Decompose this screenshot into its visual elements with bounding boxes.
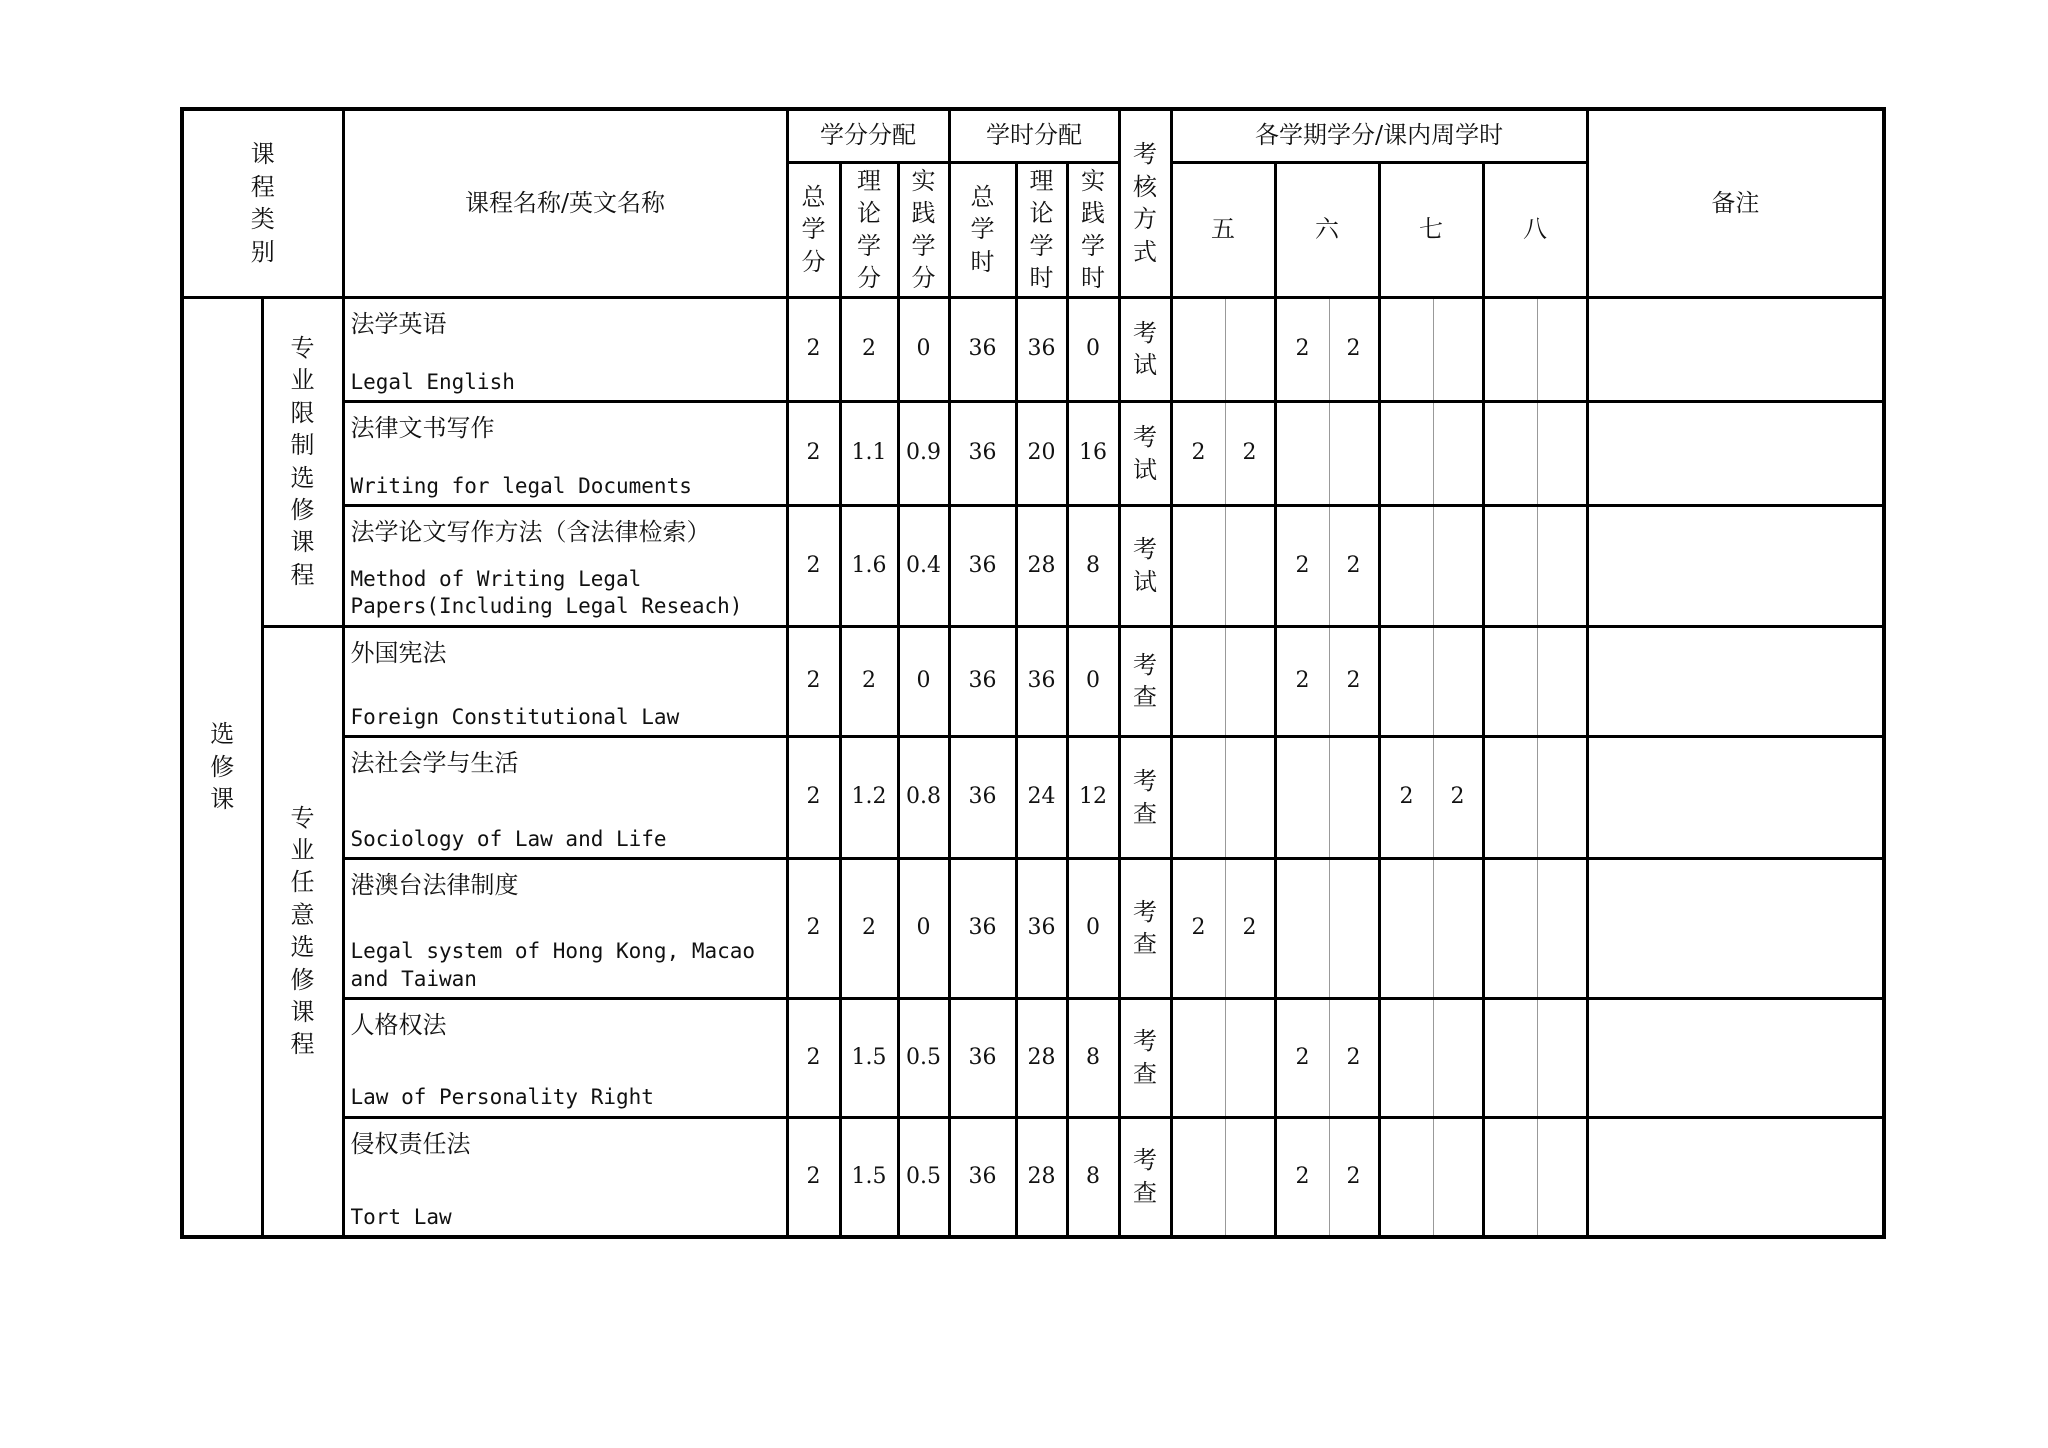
- sem8-hours: [1537, 626, 1587, 737]
- credit-practice: 0: [898, 859, 949, 999]
- hour-practice: 8: [1067, 505, 1119, 626]
- sem5-credit: 2: [1171, 402, 1225, 506]
- credit-total: 2: [787, 297, 840, 402]
- sem5-hours: 2: [1225, 859, 1275, 999]
- credit-theory: 1.5: [840, 1117, 898, 1237]
- course-name-en: Foreign Constitutional Law: [350, 705, 680, 730]
- hour-theory: 20: [1016, 402, 1067, 506]
- credit-theory: 2: [840, 859, 898, 999]
- remarks-cell: [1587, 402, 1884, 506]
- sem8-credit: [1483, 737, 1537, 859]
- category-main: 选修课: [182, 297, 262, 1237]
- remarks-cell: [1587, 998, 1884, 1117]
- course-name-cn: 法学论文写作方法（含法律检索）: [350, 517, 711, 546]
- header-exam-method: 考核方式: [1119, 109, 1171, 297]
- sem7-hours: 2: [1433, 737, 1483, 859]
- course-name-en: Law of Personality Right: [350, 1085, 654, 1110]
- sem7-credit: [1379, 505, 1433, 626]
- course-name: [343, 998, 787, 1117]
- remarks-cell: [1587, 626, 1884, 737]
- sem5-credit: [1171, 626, 1225, 737]
- credit-theory: 1.1: [840, 402, 898, 506]
- sem8-hours: [1537, 297, 1587, 402]
- hour-total: 36: [949, 402, 1016, 506]
- credit-theory: 1.6: [840, 505, 898, 626]
- sem5-credit: [1171, 1117, 1225, 1237]
- table-row: [182, 505, 1884, 626]
- sem5-credit: [1171, 737, 1225, 859]
- credit-total: 2: [787, 402, 840, 506]
- sem8-hours: [1537, 737, 1587, 859]
- sem5-credit: 2: [1171, 859, 1225, 999]
- sem8-hours: [1537, 859, 1587, 999]
- exam-method: 考试: [1119, 505, 1171, 626]
- hour-practice: 12: [1067, 737, 1119, 859]
- sem8-credit: [1483, 859, 1537, 999]
- sem6-credit: 2: [1275, 998, 1329, 1117]
- sem8-hours: [1537, 998, 1587, 1117]
- hour-theory: 36: [1016, 859, 1067, 999]
- sem8-hours: [1537, 402, 1587, 506]
- credit-theory: 2: [840, 626, 898, 737]
- sem8-credit: [1483, 998, 1537, 1117]
- table-row: [182, 859, 1884, 999]
- course-name-cn: 港澳台法律制度: [350, 871, 519, 900]
- course-name-cn: 外国宪法: [350, 638, 447, 667]
- sem6-credit: [1275, 737, 1329, 859]
- header-credit-practice: 实践学分: [898, 162, 949, 297]
- exam-method: 考查: [1119, 998, 1171, 1117]
- credit-theory: 1.5: [840, 998, 898, 1117]
- header-hour-total: 总学时: [949, 162, 1016, 297]
- credit-practice: 0.5: [898, 998, 949, 1117]
- course-name-cn: 人格权法: [350, 1010, 447, 1039]
- header-semester-6: 六: [1275, 162, 1379, 297]
- sem7-credit: [1379, 402, 1433, 506]
- hour-practice: 8: [1067, 998, 1119, 1117]
- course-name: [343, 297, 787, 402]
- hour-total: 36: [949, 998, 1016, 1117]
- sem5-hours: [1225, 626, 1275, 737]
- header-credit-theory: 理论学分: [840, 162, 898, 297]
- header-hour-alloc: 学时分配: [949, 109, 1119, 162]
- sem6-hours: 2: [1329, 626, 1379, 737]
- hour-theory: 36: [1016, 297, 1067, 402]
- credit-total: 2: [787, 505, 840, 626]
- hour-theory: 24: [1016, 737, 1067, 859]
- sem5-credit: [1171, 297, 1225, 402]
- course-name-en: Legal English: [350, 370, 515, 394]
- sem6-hours: [1329, 859, 1379, 999]
- remarks-cell: [1587, 859, 1884, 999]
- sem6-credit: 2: [1275, 1117, 1329, 1237]
- exam-method: 考查: [1119, 737, 1171, 859]
- remarks-cell: [1587, 505, 1884, 626]
- header-semester-5: 五: [1171, 162, 1275, 297]
- hour-theory: 36: [1016, 626, 1067, 737]
- sem7-hours: [1433, 402, 1483, 506]
- sem7-credit: [1379, 998, 1433, 1117]
- table-row: [182, 998, 1884, 1117]
- course-table: [180, 107, 1886, 1239]
- sem8-credit: [1483, 626, 1537, 737]
- hour-total: 36: [949, 1117, 1016, 1237]
- course-name-en: Legal system of Hong Kong, Macao and Taiwan: [350, 939, 756, 991]
- remarks-cell: [1587, 1117, 1884, 1237]
- course-name-cn: 法社会学与生活: [350, 749, 519, 778]
- sem5-hours: [1225, 998, 1275, 1117]
- header-credit-total: 总学分: [787, 162, 840, 297]
- sem5-hours: [1225, 505, 1275, 626]
- header-credit-alloc: 学分分配: [787, 109, 949, 162]
- hour-practice: 16: [1067, 402, 1119, 506]
- sem5-hours: [1225, 297, 1275, 402]
- credit-total: 2: [787, 737, 840, 859]
- hour-total: 36: [949, 297, 1016, 402]
- hour-total: 36: [949, 505, 1016, 626]
- course-name: [343, 1117, 787, 1237]
- sem7-hours: [1433, 859, 1483, 999]
- course-name-cn: 法律文书写作: [350, 414, 495, 443]
- credit-practice: 0: [898, 626, 949, 737]
- sem7-hours: [1433, 1117, 1483, 1237]
- credit-total: 2: [787, 998, 840, 1117]
- sem6-credit: [1275, 859, 1329, 999]
- hour-practice: 0: [1067, 297, 1119, 402]
- table-row: [182, 402, 1884, 506]
- course-name-en: Sociology of Law and Life: [350, 826, 667, 851]
- hour-total: 36: [949, 626, 1016, 737]
- credit-practice: 0: [898, 297, 949, 402]
- sem5-hours: [1225, 737, 1275, 859]
- course-name: [343, 505, 787, 626]
- credit-practice: 0.4: [898, 505, 949, 626]
- hour-practice: 0: [1067, 859, 1119, 999]
- credit-total: 2: [787, 859, 840, 999]
- hour-practice: 0: [1067, 626, 1119, 737]
- subcategory-restricted: 专业限制选修课程: [262, 297, 343, 626]
- sem8-credit: [1483, 297, 1537, 402]
- course-name-en: Tort Law: [350, 1204, 452, 1229]
- header-course-name: 课程名称/英文名称: [343, 109, 787, 297]
- sem8-hours: [1537, 505, 1587, 626]
- course-name: [343, 859, 787, 999]
- sem6-hours: 2: [1329, 1117, 1379, 1237]
- credit-theory: 1.2: [840, 737, 898, 859]
- table-row: [182, 1117, 1884, 1237]
- sem6-hours: 2: [1329, 297, 1379, 402]
- sem8-credit: [1483, 1117, 1537, 1237]
- sem8-credit: [1483, 402, 1537, 506]
- hour-theory: 28: [1016, 998, 1067, 1117]
- sem7-hours: [1433, 297, 1483, 402]
- sem5-hours: 2: [1225, 402, 1275, 506]
- subcategory-optional: 专业任意选修课程: [262, 626, 343, 1237]
- course-name: [343, 737, 787, 859]
- sem7-credit: [1379, 859, 1433, 999]
- exam-method: 考试: [1119, 402, 1171, 506]
- sem7-hours: [1433, 998, 1483, 1117]
- sem8-hours: [1537, 1117, 1587, 1237]
- sem5-hours: [1225, 1117, 1275, 1237]
- exam-method: 考查: [1119, 859, 1171, 999]
- exam-method: 考查: [1119, 1117, 1171, 1237]
- sem7-credit: [1379, 626, 1433, 737]
- credit-practice: 0.9: [898, 402, 949, 506]
- sem6-credit: 2: [1275, 626, 1329, 737]
- sem8-credit: [1483, 505, 1537, 626]
- sem7-hours: [1433, 626, 1483, 737]
- sem5-credit: [1171, 505, 1225, 626]
- hour-theory: 28: [1016, 1117, 1067, 1237]
- course-name-en: Writing for legal Documents: [350, 473, 692, 498]
- sem6-credit: 2: [1275, 505, 1329, 626]
- credit-total: 2: [787, 1117, 840, 1237]
- header-category: 课程类别: [182, 109, 343, 297]
- sem6-hours: 2: [1329, 998, 1379, 1117]
- header-remarks: 备注: [1587, 109, 1884, 297]
- sem6-credit: [1275, 402, 1329, 506]
- remarks-cell: [1587, 737, 1884, 859]
- remarks-cell: [1587, 297, 1884, 402]
- hour-theory: 28: [1016, 505, 1067, 626]
- course-name-en: Method of Writing Legal Papers(Including Legal Reseach): [350, 567, 743, 619]
- course-name: [343, 626, 787, 737]
- header-semester-8: 八: [1483, 162, 1587, 297]
- exam-method: 考试: [1119, 297, 1171, 402]
- sem7-credit: [1379, 1117, 1433, 1237]
- course-name-cn: 侵权责任法: [350, 1129, 471, 1158]
- course-name-cn: 法学英语: [350, 309, 447, 338]
- credit-theory: 2: [840, 297, 898, 402]
- course-name: [343, 402, 787, 506]
- sem7-hours: [1433, 505, 1483, 626]
- table-row: [182, 626, 1884, 737]
- sem6-hours: [1329, 402, 1379, 506]
- credit-practice: 0.5: [898, 1117, 949, 1237]
- credit-practice: 0.8: [898, 737, 949, 859]
- header-hour-theory: 理论学时: [1016, 162, 1067, 297]
- exam-method: 考查: [1119, 626, 1171, 737]
- credit-total: 2: [787, 626, 840, 737]
- sem7-credit: [1379, 297, 1433, 402]
- header-semester-7: 七: [1379, 162, 1483, 297]
- header-hour-practice: 实践学时: [1067, 162, 1119, 297]
- hour-total: 36: [949, 737, 1016, 859]
- table-row: [182, 297, 1884, 402]
- hour-total: 36: [949, 859, 1016, 999]
- sem7-credit: 2: [1379, 737, 1433, 859]
- sem6-hours: 2: [1329, 505, 1379, 626]
- table-row: [182, 737, 1884, 859]
- sem5-credit: [1171, 998, 1225, 1117]
- header-semester-title: 各学期学分/课内周学时: [1171, 109, 1587, 162]
- hour-practice: 8: [1067, 1117, 1119, 1237]
- sem6-hours: [1329, 737, 1379, 859]
- sem6-credit: 2: [1275, 297, 1329, 402]
